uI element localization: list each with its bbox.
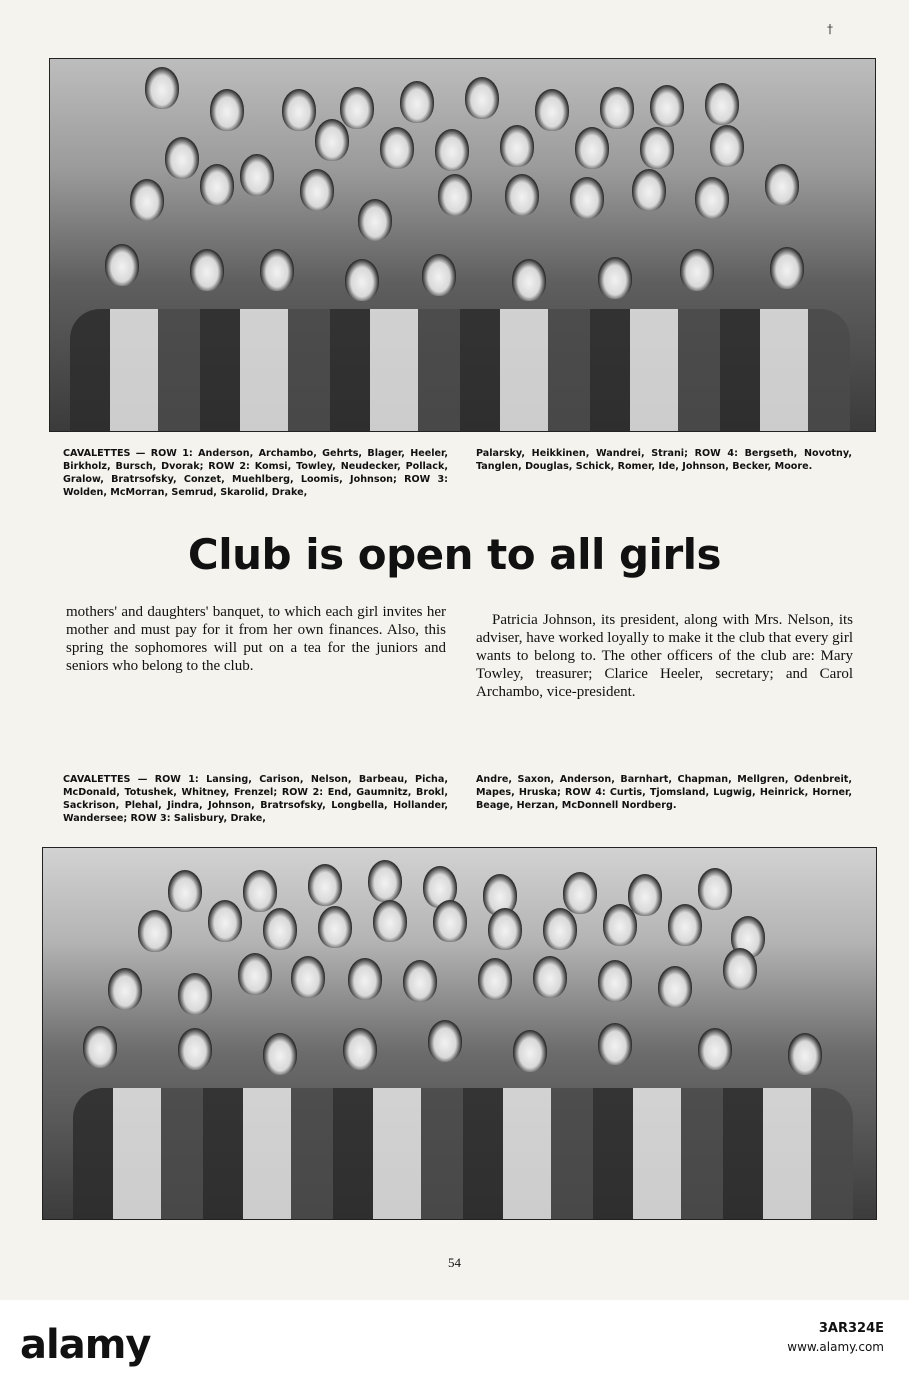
watermark-logo: alamy [20,1322,151,1368]
photo-caption-right: Palarsky, Heikkinen, Wandrei, Strani; ROW 4: Bergseth, Novotny, Tanglen, Douglas, Schick, Romer, Ide, Johnson, Becker, Moore. [476,448,852,472]
page-title: Club is open to all girls [187,530,722,579]
group-photo-bottom [42,847,877,1220]
photo-caption-left: CAVALETTES — ROW 1: Anderson, Archambo, Gehrts, Blager, Heeler, Birkholz, Bursch, Dvorak; ROW 2: Komsi, Towley, Neudecker, Pollack, Gralow, Bratrsofsky, Conzet, Muehlberg, Loomis, Johnson; ROW 3: Wolden, McMorran, Semrud, Skarolid, Drake, [63,448,448,498]
photo-caption-left-2: CAVALETTES — ROW 1: Lansing, Carison, Nelson, Barbeau, Picha, McDonald, Totushek, Whitney, Frenzel; ROW 2: End, Gaumnitz, Brokl, Sackrison, Plehal, Jindra, Johnson, Bratrsofsky, Longbella, Hollander, Wandersee; ROW 3: Salisbury, Drake, [63,774,448,824]
article-column-right: Patricia Johnson, its president, along with Mrs. Nelson, its adviser, have worked loyally to make it the club that every girl wants to belong to. The other officers of the club are: Mary Towley, treasurer; Clarice Heeler, secretary; and Carol Archambo, vice-president. [476,612,853,700]
photo-figures [50,59,875,431]
watermark-info [787,1320,884,1356]
photo-caption-right-2: Andre, Saxon, Anderson, Barnhart, Chapman, Mellgren, Odenbreit, Mapes, Hruska; ROW 4: Curtis, Tjomsland, Lugwig, Heinrick, Horner, Beage, Herzan, McDonnell Nordberg. [476,774,852,811]
photo-figures-2 [43,848,876,1219]
article-column-left: mothers' and daughters' banquet, to which each girl invites her mother and must pay for it from her own finances. Also, this spring the sophomores will put on a tea for the juniors and seniors who belong to the club. [66,604,446,674]
page-number: 54 [448,1255,461,1270]
image-id: 3AR324E [818,1321,884,1336]
watermark-url: www.alamy.com [787,1340,884,1354]
group-photo-top [49,58,876,432]
corner-mark: † [827,22,833,36]
